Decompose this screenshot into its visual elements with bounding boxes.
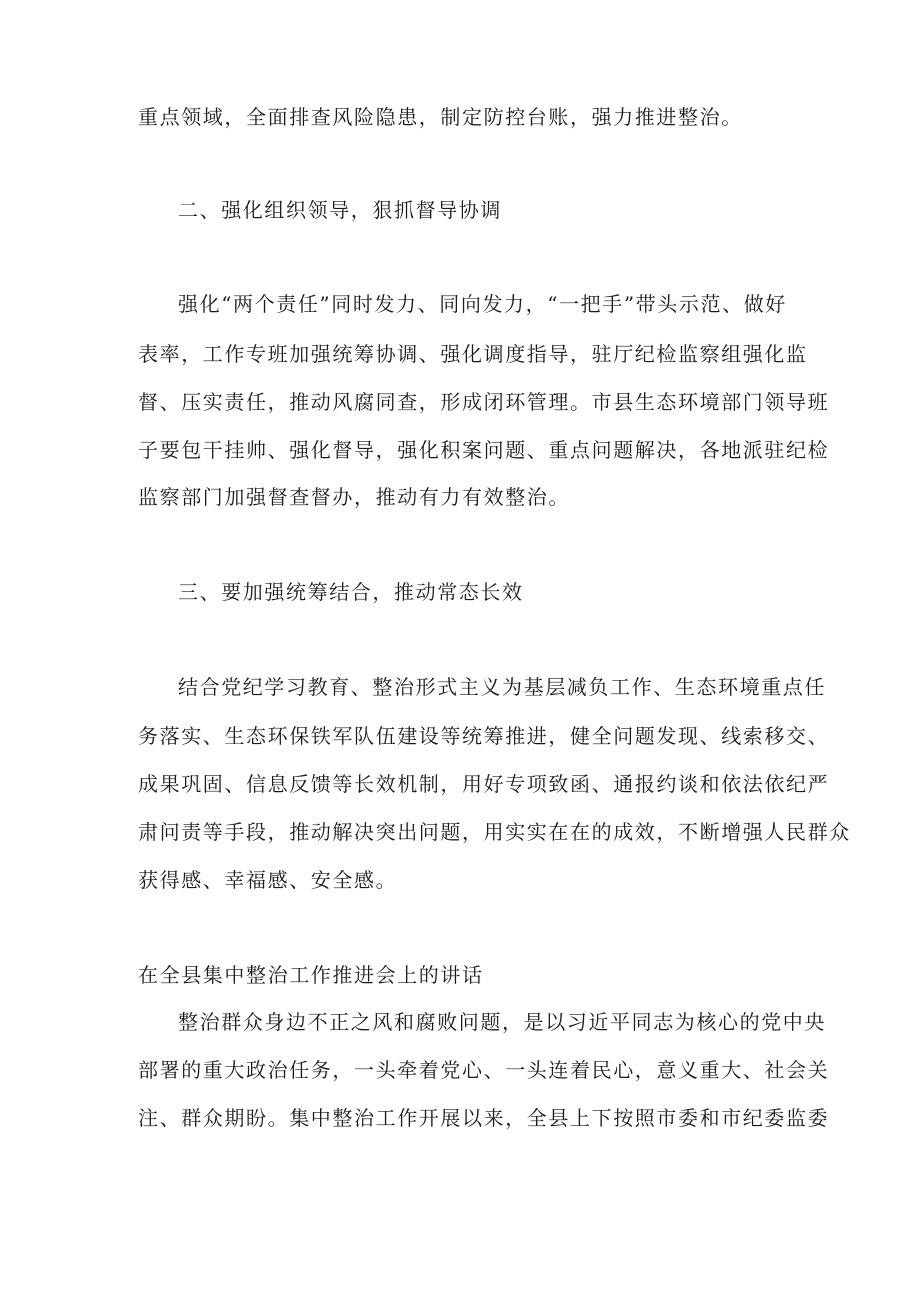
paragraph-line: 监察部门加强督查督办，推动有力有效整治。 [138,485,570,509]
paragraph-line: 督、压实责任，推动风腐同查，形成闭环管理。市县生态环境部门领导班 [138,390,830,414]
paragraph-line: 子要包干挂帅、强化督导，强化积案问题、重点问题解决，各地派驻纪检 [138,438,830,462]
paragraph-line: 成果巩固、信息反馈等长效机制，用好专项致函、通报约谈和依法依纪严 [138,772,830,796]
paragraph-line: 获得感、幸福感、安全感。 [138,868,398,892]
paragraph-line: 重点领域，全面排查风险隐患，制定防控台账，强力推进整治。 [138,105,743,129]
paragraph-line: 整治群众身边不正之风和腐败问题，是以习近平同志为核心的党中央 [178,1010,826,1034]
paragraph-line: 部署的重大政治任务，一头牵着党心、一头连着民心，意义重大、社会关 [138,1058,830,1082]
paragraph-line: 强化“两个责任”同时发力、同向发力，“一把手”带头示范、做好 [178,292,787,316]
paragraph-line: 表率，工作专班加强统筹协调、强化调度指导，驻厅纪检监察组强化监 [138,342,808,366]
paragraph-line: 注、群众期盼。集中整治工作开展以来，全县上下按照市委和市纪委监委 [138,1106,830,1130]
section-heading-two: 二、强化组织领导，狠抓督导协调 [178,198,502,222]
paragraph-line: 肃问责等手段，推动解决突出问题，用实实在在的成效，不断增强人民群众 [138,820,851,844]
paragraph-line: 务落实、生态环保铁军队伍建设等统筹推进，健全问题发现、线索移交、 [138,724,830,748]
speech-title: 在全县集中整治工作推进会上的讲话 [138,963,484,987]
section-heading-three: 三、要加强统筹结合，推动常态长效 [178,580,524,604]
paragraph-line: 结合党纪学习教育、整治形式主义为基层减负工作、生态环境重点任 [178,675,826,699]
